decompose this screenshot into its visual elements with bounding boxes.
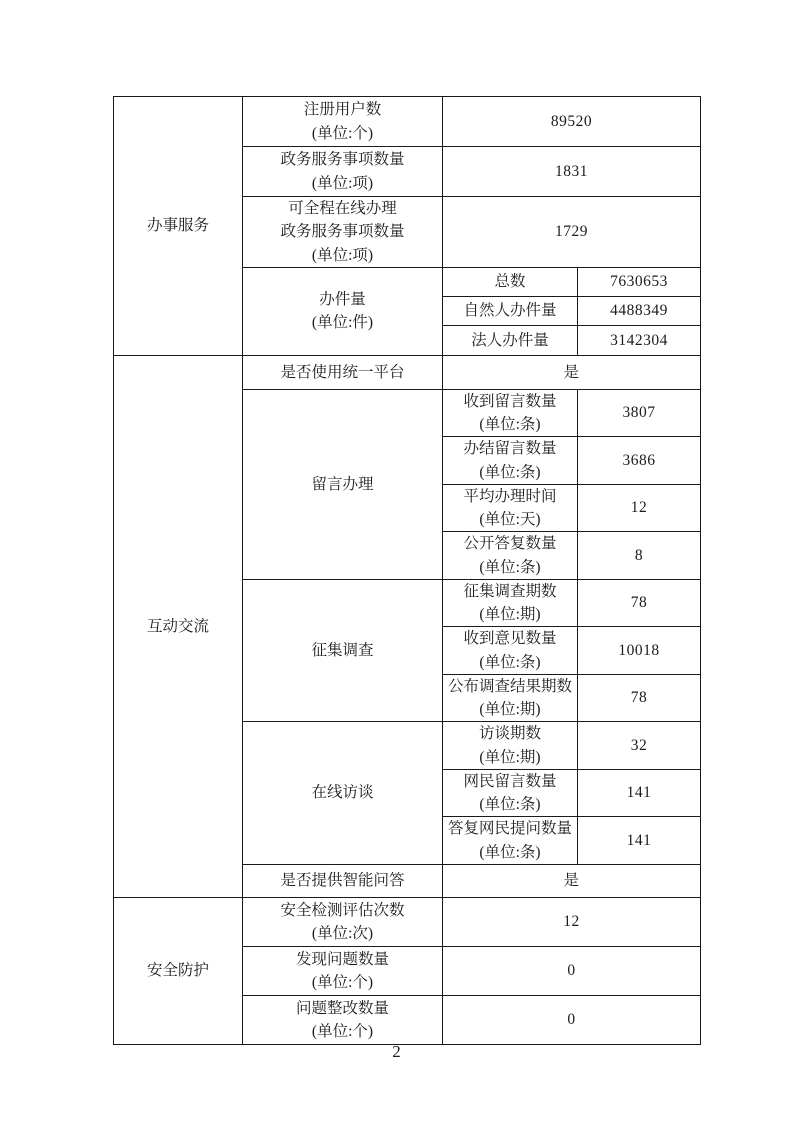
metric-label: 问题整改数量 (单位:个)	[243, 995, 443, 1044]
metric-label: 安全检测评估次数 (单位:次)	[243, 897, 443, 946]
sub-metric-value: 12	[578, 484, 701, 532]
section-title-security: 安全防护	[114, 897, 243, 1044]
metric-group-label: 办件量 (单位:件)	[243, 267, 443, 355]
sub-metric-label: 公开答复数量 (单位:条)	[443, 532, 578, 580]
metric-value: 是	[443, 355, 701, 389]
statistics-table	[113, 96, 701, 1045]
sub-metric-label: 办结留言数量 (单位:条)	[443, 437, 578, 485]
sub-metric-value: 8	[578, 532, 701, 580]
metric-group-label: 征集调查	[243, 579, 443, 722]
sub-metric-label: 平均办理时间 (单位:天)	[443, 484, 578, 532]
metric-value: 1831	[443, 147, 701, 197]
metric-value: 0	[443, 946, 701, 995]
sub-metric-value: 3142304	[578, 325, 701, 355]
sub-metric-label: 收到意见数量 (单位:条)	[443, 627, 578, 675]
sub-metric-value: 10018	[578, 627, 701, 675]
sub-metric-value: 141	[578, 769, 701, 817]
metric-value: 是	[443, 864, 701, 897]
sub-metric-label: 公布调查结果期数 (单位:期)	[443, 674, 578, 722]
sub-metric-label: 答复网民提问数量 (单位:条)	[443, 817, 578, 865]
sub-metric-label: 访谈期数 (单位:期)	[443, 722, 578, 770]
sub-metric-value: 141	[578, 817, 701, 865]
sub-metric-value: 4488349	[578, 296, 701, 325]
sub-metric-value: 7630653	[578, 267, 701, 296]
sub-metric-label: 收到留言数量 (单位:条)	[443, 389, 578, 437]
metric-group-label: 留言办理	[243, 389, 443, 579]
sub-metric-value: 3686	[578, 437, 701, 485]
metric-label: 发现问题数量 (单位:个)	[243, 946, 443, 995]
sub-metric-label: 自然人办件量	[443, 296, 578, 325]
metric-value: 89520	[443, 97, 701, 147]
metric-value: 1729	[443, 197, 701, 268]
sub-metric-value: 78	[578, 579, 701, 627]
metric-label: 是否使用统一平台	[243, 355, 443, 389]
sub-metric-label: 征集调查期数 (单位:期)	[443, 579, 578, 627]
metric-value: 0	[443, 995, 701, 1044]
metric-group-label: 在线访谈	[243, 722, 443, 865]
sub-metric-value: 32	[578, 722, 701, 770]
section-title-interaction: 互动交流	[114, 355, 243, 897]
sub-metric-value: 3807	[578, 389, 701, 437]
sub-metric-value: 78	[578, 674, 701, 722]
sub-metric-label: 法人办件量	[443, 325, 578, 355]
sub-metric-label: 网民留言数量 (单位:条)	[443, 769, 578, 817]
metric-label: 注册用户数 (单位:个)	[243, 97, 443, 147]
metric-label: 政务服务事项数量 (单位:项)	[243, 147, 443, 197]
section-title-service: 办事服务	[114, 97, 243, 356]
metric-label: 可全程在线办理 政务服务事项数量 (单位:项)	[243, 197, 443, 268]
page-number: 2	[392, 1042, 401, 1061]
sub-metric-label: 总数	[443, 267, 578, 296]
metric-label: 是否提供智能问答	[243, 864, 443, 897]
metric-value: 12	[443, 897, 701, 946]
